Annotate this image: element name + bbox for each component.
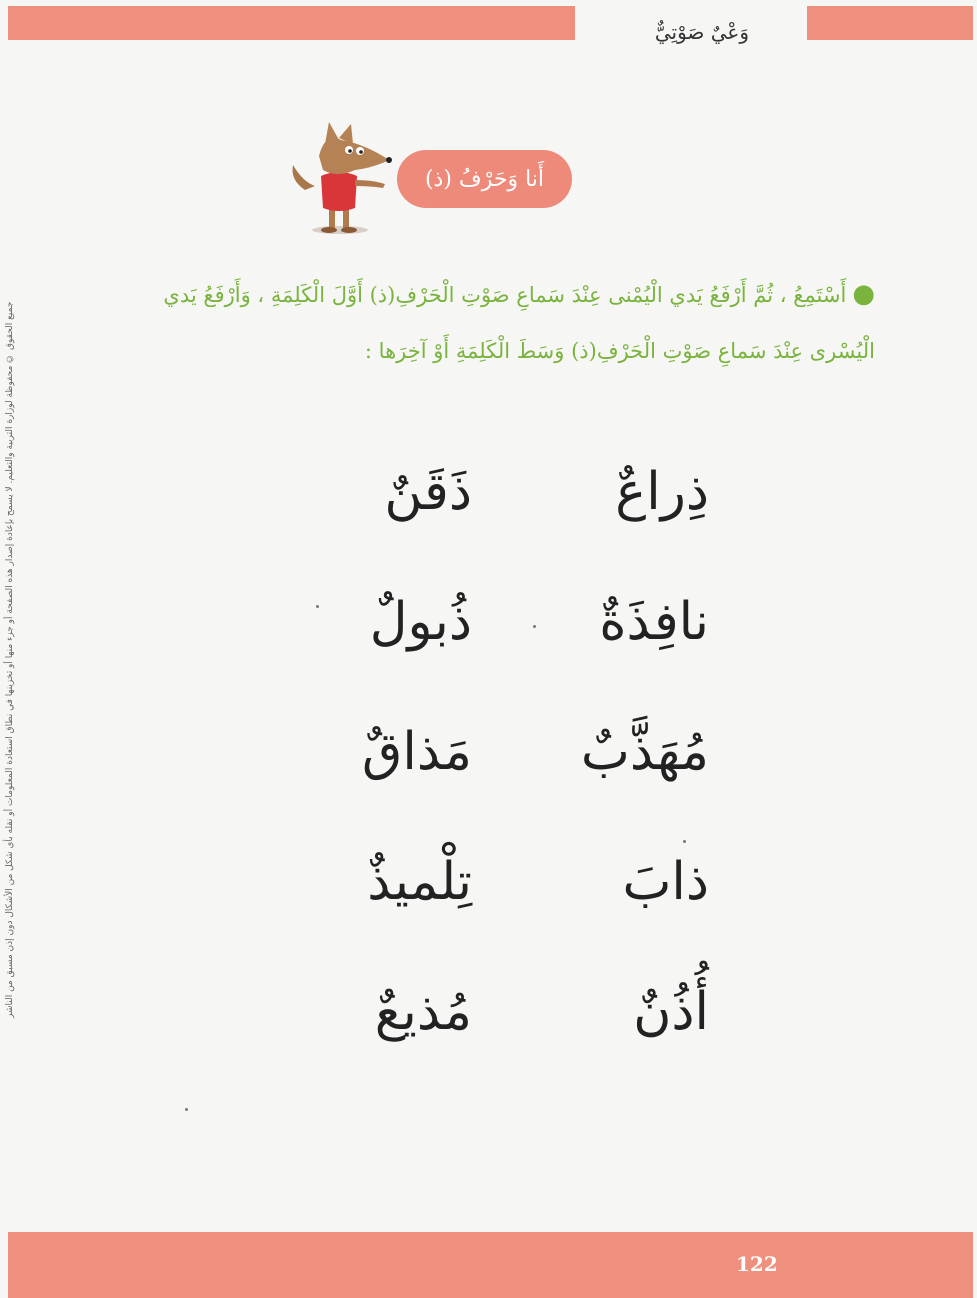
top-color-band-right <box>807 6 973 40</box>
word-right-1: ذِراعٌ <box>615 462 709 522</box>
word-left-5: مُذيعٌ <box>374 982 472 1042</box>
lesson-title-pill: أَنا وَحَرْفُ (ذ) <box>397 150 572 208</box>
page-number: 122 <box>736 1252 778 1276</box>
instructions-line-1 <box>140 266 875 323</box>
word-left-2: ذُبولٌ <box>369 592 472 652</box>
speck-dot <box>185 1108 188 1111</box>
instructions-line-2: الْيُسْرى عِنْدَ سَماعِ صَوْتِ الْحَرْفِ(ذ) وَسَطَ الْكَلِمَةِ أَوْ آخِرَها : <box>364 339 875 363</box>
speck-dot <box>683 840 686 843</box>
instructions <box>140 266 875 379</box>
bullet-icon: ● <box>852 279 875 309</box>
word-right-5: أُذُنٌ <box>633 982 709 1042</box>
section-title: وَعْيٌ صَوْتِيٌّ <box>654 20 749 44</box>
speck-dot <box>316 605 319 608</box>
top-color-band-left <box>8 6 575 40</box>
word-left-1: ذَقَنٌ <box>384 462 472 522</box>
word-right-3: مُهَذَّبٌ <box>580 722 709 782</box>
instructions-line-1-text: أَسْتَمِعُ ، ثُمَّ أَرْفَعُ يَدي الْيُمْنى عِنْدَ سَماعِ صَوْتِ الْحَرْفِ(ذ) أَوَّلَ الْكَلِمَةِ ، وَأَرْفَعُ يَدي <box>163 283 847 307</box>
bottom-color-band <box>8 1232 973 1298</box>
fox-mascot-icon <box>285 120 395 235</box>
word-left-3: مَذاقٌ <box>362 722 472 782</box>
word-right-2: نافِذَةٌ <box>599 592 709 652</box>
word-left-4: تِلْميذٌ <box>367 852 472 912</box>
word-right-4: ذابَ <box>622 852 709 912</box>
copyright-sidebar: جميع الحقوق © محفوظة لوزارة التربية والتعليم. لا يسمح بإعادة إصدار هذه الصفحة أو جزء منها أو تخزينها في نطاق استعادة المعلومات أو نقله بأي شكل من الأشكال دون إذن مسبق من الناشر <box>5 301 15 1019</box>
speck-dot <box>533 625 536 628</box>
